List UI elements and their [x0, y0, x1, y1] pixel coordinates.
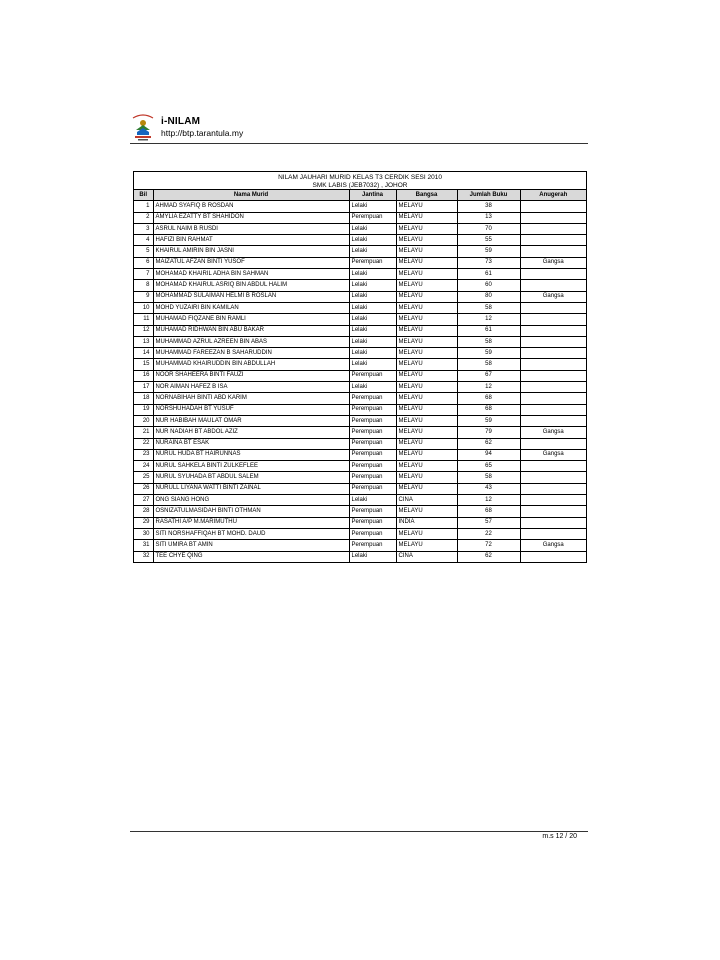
jumlah-buku-cell: 58	[457, 302, 520, 313]
jantina-cell: Perempuan	[349, 517, 396, 528]
jantina-cell: Perempuan	[349, 393, 396, 404]
brand-name: i-NILAM	[161, 116, 201, 127]
column-header-jumlah-buku: Jumlah Buku	[457, 190, 520, 201]
anugerah-cell	[520, 314, 586, 325]
jantina-cell: Lelaki	[349, 495, 396, 506]
nama-murid-cell: NURUL SYUHADA BT ABDUL SALEM	[153, 472, 349, 483]
nama-murid-cell: NOOR SHAHEERA BINTI FAUZI	[153, 370, 349, 381]
anugerah-cell: Gangsa	[520, 540, 586, 551]
nama-murid-cell: ONG SIANG HONG	[153, 495, 349, 506]
bangsa-cell: MELAYU	[396, 280, 457, 291]
jumlah-buku-cell: 68	[457, 404, 520, 415]
jumlah-buku-cell: 62	[457, 551, 520, 562]
i-nilam-logo-icon	[130, 112, 156, 142]
bangsa-cell: MELAYU	[396, 269, 457, 280]
bil-cell: 12	[134, 325, 153, 336]
nama-murid-cell: MOHAMAD KHAIRIL ADHA BIN SAHMAN	[153, 269, 349, 280]
bangsa-cell: MELAYU	[396, 201, 457, 212]
table-row	[134, 540, 586, 551]
jumlah-buku-cell: 68	[457, 393, 520, 404]
table-row	[134, 483, 586, 494]
jumlah-buku-cell: 61	[457, 269, 520, 280]
nama-murid-cell: MUHAMMAD KHAIRUDDIN BIN ABDULLAH	[153, 359, 349, 370]
bil-cell: 16	[134, 370, 153, 381]
nama-murid-cell: NORSHUHADAH BT YUSUF	[153, 404, 349, 415]
bil-cell: 21	[134, 427, 153, 438]
anugerah-cell	[520, 382, 586, 393]
jumlah-buku-cell: 72	[457, 540, 520, 551]
anugerah-cell	[520, 223, 586, 234]
bil-cell: 6	[134, 257, 153, 268]
report-table-container	[133, 171, 587, 563]
table-row	[134, 325, 586, 336]
table-row	[134, 291, 586, 302]
nama-murid-cell: MUHAMAD RIDHWAN BIN ABU BAKAR	[153, 325, 349, 336]
anugerah-cell	[520, 359, 586, 370]
nama-murid-cell: MUHAMMAD FAREEZAN B SAHARUDDIN	[153, 348, 349, 359]
bangsa-cell: MELAYU	[396, 472, 457, 483]
jumlah-buku-cell: 58	[457, 336, 520, 347]
bangsa-cell: MELAYU	[396, 370, 457, 381]
jumlah-buku-cell: 59	[457, 415, 520, 426]
table-row	[134, 438, 586, 449]
jumlah-buku-cell: 61	[457, 325, 520, 336]
report-title-line2: SMK LABIS (JEB7032) , JOHOR	[312, 182, 408, 189]
anugerah-cell	[520, 438, 586, 449]
table-row	[134, 461, 586, 472]
bangsa-cell: MELAYU	[396, 235, 457, 246]
nama-murid-cell: ASRUL NAIM B RUSDI	[153, 223, 349, 234]
jantina-cell: Lelaki	[349, 336, 396, 347]
bil-cell: 25	[134, 472, 153, 483]
anugerah-cell	[520, 325, 586, 336]
nama-murid-cell: MOHAMMAD SULAIMAN HELMI B ROSLAN	[153, 291, 349, 302]
anugerah-cell	[520, 404, 586, 415]
bangsa-cell: MELAYU	[396, 427, 457, 438]
table-row	[134, 393, 586, 404]
bangsa-cell: MELAYU	[396, 325, 457, 336]
table-row	[134, 551, 586, 562]
nama-murid-cell: NURAINA BT ESAK	[153, 438, 349, 449]
table-row	[134, 449, 586, 460]
jantina-cell: Lelaki	[349, 291, 396, 302]
jantina-cell: Perempuan	[349, 449, 396, 460]
table-row	[134, 314, 586, 325]
table-row	[134, 427, 586, 438]
nama-murid-cell: NUR NADIAH BT ABDOL AZIZ	[153, 427, 349, 438]
anugerah-cell	[520, 370, 586, 381]
bangsa-cell: MELAYU	[396, 461, 457, 472]
anugerah-cell	[520, 246, 586, 257]
bangsa-cell: MELAYU	[396, 483, 457, 494]
anugerah-cell	[520, 235, 586, 246]
jantina-cell: Perempuan	[349, 257, 396, 268]
brand-url: http://btp.tarantula.my	[161, 128, 244, 138]
jumlah-buku-cell: 12	[457, 382, 520, 393]
jantina-cell: Perempuan	[349, 461, 396, 472]
nama-murid-cell: SITI UMIRA BT AMIN	[153, 540, 349, 551]
header-divider	[130, 143, 588, 144]
jumlah-buku-cell: 22	[457, 528, 520, 539]
jumlah-buku-cell: 13	[457, 212, 520, 223]
jantina-cell: Lelaki	[349, 302, 396, 313]
anugerah-cell	[520, 269, 586, 280]
jantina-cell: Lelaki	[349, 359, 396, 370]
bil-cell: 30	[134, 528, 153, 539]
bangsa-cell: MELAYU	[396, 359, 457, 370]
bil-cell: 5	[134, 246, 153, 257]
anugerah-cell	[520, 201, 586, 212]
nama-murid-cell: MOHAMAD KHAIRUL ASRIQ BIN ABDUL HALIM	[153, 280, 349, 291]
bangsa-cell: MELAYU	[396, 540, 457, 551]
table-header-row	[134, 190, 586, 201]
bangsa-cell: MELAYU	[396, 223, 457, 234]
bangsa-cell: MELAYU	[396, 348, 457, 359]
bil-cell: 32	[134, 551, 153, 562]
anugerah-cell	[520, 336, 586, 347]
anugerah-cell	[520, 551, 586, 562]
jantina-cell: Lelaki	[349, 246, 396, 257]
column-header-anugerah: Anugerah	[520, 190, 586, 201]
table-row	[134, 528, 586, 539]
nama-murid-cell: NUR HABIBAH MAULAT OMAR	[153, 415, 349, 426]
nama-murid-cell: HAFIZI BIN RAHMAT	[153, 235, 349, 246]
jantina-cell: Lelaki	[349, 348, 396, 359]
anugerah-cell	[520, 280, 586, 291]
bangsa-cell: MELAYU	[396, 393, 457, 404]
jantina-cell: Lelaki	[349, 269, 396, 280]
bil-cell: 24	[134, 461, 153, 472]
jantina-cell: Perempuan	[349, 415, 396, 426]
jantina-cell: Lelaki	[349, 223, 396, 234]
table-row	[134, 506, 586, 517]
nama-murid-cell: AHMAD SYAFIQ B ROSDAN	[153, 201, 349, 212]
column-header-nama-murid: Nama Murid	[153, 190, 349, 201]
jumlah-buku-cell: 58	[457, 472, 520, 483]
bangsa-cell: MELAYU	[396, 506, 457, 517]
jumlah-buku-cell: 59	[457, 246, 520, 257]
bangsa-cell: MELAYU	[396, 449, 457, 460]
bil-cell: 1	[134, 201, 153, 212]
bangsa-cell: MELAYU	[396, 336, 457, 347]
bil-cell: 23	[134, 449, 153, 460]
bangsa-cell: MELAYU	[396, 257, 457, 268]
jantina-cell: Perempuan	[349, 472, 396, 483]
bangsa-cell: MELAYU	[396, 528, 457, 539]
jantina-cell: Lelaki	[349, 551, 396, 562]
bil-cell: 7	[134, 269, 153, 280]
report-title	[134, 172, 586, 190]
jumlah-buku-cell: 73	[457, 257, 520, 268]
bangsa-cell: MELAYU	[396, 291, 457, 302]
anugerah-cell	[520, 212, 586, 223]
bil-cell: 27	[134, 495, 153, 506]
bil-cell: 14	[134, 348, 153, 359]
nama-murid-cell: AMYLIA EZATTY BT SHAHIDON	[153, 212, 349, 223]
table-row	[134, 212, 586, 223]
anugerah-cell	[520, 393, 586, 404]
jantina-cell: Perempuan	[349, 212, 396, 223]
jantina-cell: Perempuan	[349, 483, 396, 494]
nama-murid-cell: KHAIRUL AMIRIN BIN JASNI	[153, 246, 349, 257]
anugerah-cell	[520, 472, 586, 483]
table-row	[134, 201, 586, 212]
table-row	[134, 517, 586, 528]
column-header-bangsa: Bangsa	[396, 190, 457, 201]
bil-cell: 31	[134, 540, 153, 551]
jumlah-buku-cell: 12	[457, 314, 520, 325]
jantina-cell: Lelaki	[349, 325, 396, 336]
bil-cell: 13	[134, 336, 153, 347]
anugerah-cell: Gangsa	[520, 427, 586, 438]
nama-murid-cell: MUHAMMAD AZRUL AZREEN BIN ABAS	[153, 336, 349, 347]
anugerah-cell	[520, 506, 586, 517]
table-row	[134, 495, 586, 506]
bil-cell: 28	[134, 506, 153, 517]
bangsa-cell: MELAYU	[396, 382, 457, 393]
table-row	[134, 302, 586, 313]
table-row	[134, 257, 586, 268]
bil-cell: 3	[134, 223, 153, 234]
anugerah-cell: Gangsa	[520, 257, 586, 268]
table-row	[134, 404, 586, 415]
anugerah-cell	[520, 302, 586, 313]
student-table	[134, 190, 586, 562]
bil-cell: 26	[134, 483, 153, 494]
bil-cell: 9	[134, 291, 153, 302]
table-row	[134, 382, 586, 393]
jumlah-buku-cell: 38	[457, 201, 520, 212]
jumlah-buku-cell: 67	[457, 370, 520, 381]
jumlah-buku-cell: 68	[457, 506, 520, 517]
table-row	[134, 336, 586, 347]
table-row	[134, 280, 586, 291]
anugerah-cell	[520, 517, 586, 528]
anugerah-cell: Gangsa	[520, 449, 586, 460]
bangsa-cell: CINA	[396, 551, 457, 562]
jumlah-buku-cell: 60	[457, 280, 520, 291]
nama-murid-cell: NURULL LIYANA WATTI BINTI ZAINAL	[153, 483, 349, 494]
bangsa-cell: MELAYU	[396, 404, 457, 415]
jumlah-buku-cell: 62	[457, 438, 520, 449]
table-row	[134, 359, 586, 370]
anugerah-cell	[520, 483, 586, 494]
jumlah-buku-cell: 59	[457, 348, 520, 359]
bil-cell: 20	[134, 415, 153, 426]
jantina-cell: Perempuan	[349, 506, 396, 517]
table-row	[134, 415, 586, 426]
nama-murid-cell: NORNABIHAH BINTI ABD KARIM	[153, 393, 349, 404]
jumlah-buku-cell: 55	[457, 235, 520, 246]
nama-murid-cell: NURUL SAHKELA BINTI ZULKEFLEE	[153, 461, 349, 472]
jantina-cell: Perempuan	[349, 404, 396, 415]
anugerah-cell	[520, 348, 586, 359]
bil-cell: 10	[134, 302, 153, 313]
table-row	[134, 348, 586, 359]
bil-cell: 8	[134, 280, 153, 291]
bil-cell: 19	[134, 404, 153, 415]
bil-cell: 17	[134, 382, 153, 393]
bil-cell: 15	[134, 359, 153, 370]
nama-murid-cell: NOR AIMAN HAFEZ B ISA	[153, 382, 349, 393]
bil-cell: 29	[134, 517, 153, 528]
jumlah-buku-cell: 94	[457, 449, 520, 460]
bil-cell: 22	[134, 438, 153, 449]
jumlah-buku-cell: 57	[457, 517, 520, 528]
jumlah-buku-cell: 79	[457, 427, 520, 438]
jantina-cell: Perempuan	[349, 370, 396, 381]
nama-murid-cell: SITI NORSHAFFIQAH BT MOHD. DAUD	[153, 528, 349, 539]
bil-cell: 2	[134, 212, 153, 223]
jantina-cell: Perempuan	[349, 540, 396, 551]
table-row	[134, 269, 586, 280]
table-row	[134, 246, 586, 257]
bangsa-cell: CINA	[396, 495, 457, 506]
jumlah-buku-cell: 70	[457, 223, 520, 234]
jumlah-buku-cell: 80	[457, 291, 520, 302]
nama-murid-cell: MUHAMAD FIQZANE BIN RAMLI	[153, 314, 349, 325]
nama-murid-cell: MOHD YUZAIRI BIN KAMILAN	[153, 302, 349, 313]
bangsa-cell: MELAYU	[396, 302, 457, 313]
nama-murid-cell: NURUL HUDA BT HAIRUNNAS	[153, 449, 349, 460]
anugerah-cell	[520, 461, 586, 472]
report-title-line1: NILAM JAUHARI MURID KELAS T3 CERDIK SESI 2010	[278, 174, 442, 181]
bil-cell: 11	[134, 314, 153, 325]
anugerah-cell	[520, 528, 586, 539]
table-body	[134, 201, 586, 562]
bangsa-cell: MELAYU	[396, 246, 457, 257]
jumlah-buku-cell: 65	[457, 461, 520, 472]
page-number: m.s 12 / 20	[542, 833, 577, 840]
table-row	[134, 223, 586, 234]
jantina-cell: Perempuan	[349, 438, 396, 449]
bil-cell: 4	[134, 235, 153, 246]
table-row	[134, 472, 586, 483]
jantina-cell: Lelaki	[349, 280, 396, 291]
table-row	[134, 235, 586, 246]
jantina-cell: Lelaki	[349, 382, 396, 393]
footer-divider	[130, 831, 588, 832]
bil-cell: 18	[134, 393, 153, 404]
jantina-cell: Perempuan	[349, 528, 396, 539]
nama-murid-cell: OSNIZATULMASIDAH BINTI OTHMAN	[153, 506, 349, 517]
jumlah-buku-cell: 12	[457, 495, 520, 506]
table-row	[134, 370, 586, 381]
jantina-cell: Lelaki	[349, 201, 396, 212]
bangsa-cell: MELAYU	[396, 415, 457, 426]
anugerah-cell: Gangsa	[520, 291, 586, 302]
nama-murid-cell: TEE CHYE QING	[153, 551, 349, 562]
jumlah-buku-cell: 58	[457, 359, 520, 370]
jantina-cell: Lelaki	[349, 314, 396, 325]
bangsa-cell: INDIA	[396, 517, 457, 528]
bangsa-cell: MELAYU	[396, 212, 457, 223]
jantina-cell: Lelaki	[349, 235, 396, 246]
jumlah-buku-cell: 43	[457, 483, 520, 494]
bangsa-cell: MELAYU	[396, 438, 457, 449]
column-header-bil: Bil	[134, 190, 153, 201]
bangsa-cell: MELAYU	[396, 314, 457, 325]
page-header	[130, 112, 588, 144]
jantina-cell: Perempuan	[349, 427, 396, 438]
anugerah-cell	[520, 495, 586, 506]
nama-murid-cell: MAIZATUL AFZAN BINTI YUSOF	[153, 257, 349, 268]
anugerah-cell	[520, 415, 586, 426]
column-header-jantina: Jantina	[349, 190, 396, 201]
nama-murid-cell: RASATHI A/P M.MARIMUTHU	[153, 517, 349, 528]
